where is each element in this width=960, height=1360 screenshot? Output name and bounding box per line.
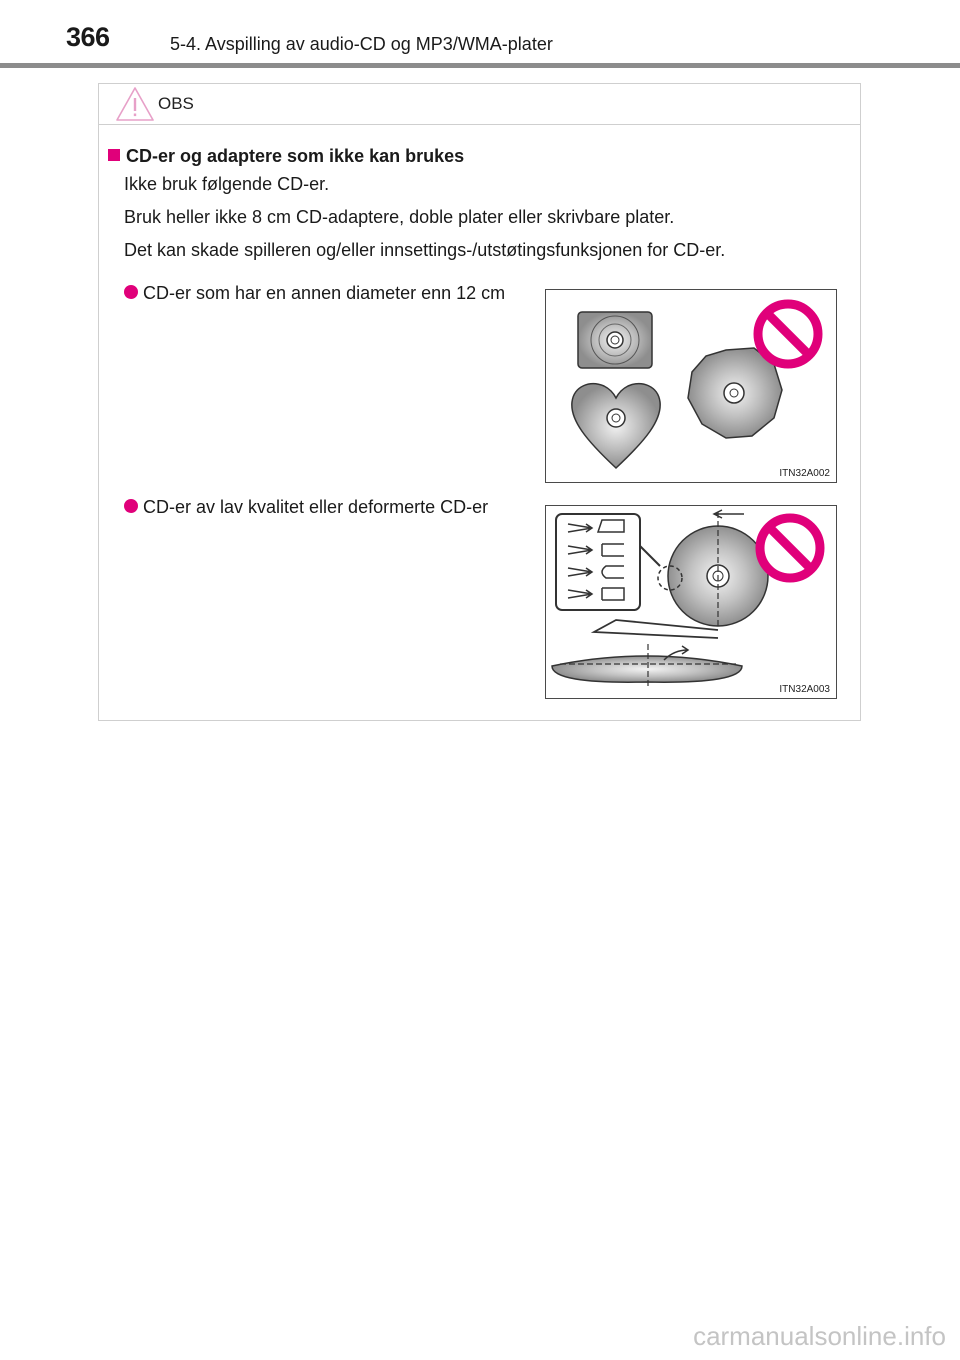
deformed-cds-illustration bbox=[546, 506, 836, 698]
watermark: carmanualsonline.info bbox=[693, 1321, 946, 1351]
figure-code: ITN32A003 bbox=[779, 684, 830, 695]
header-rule bbox=[0, 63, 960, 68]
prohibition-icon bbox=[758, 304, 818, 364]
odd-shaped-cds-illustration bbox=[546, 290, 836, 482]
notice-header bbox=[99, 84, 860, 125]
list-item-text: CD-er som har en annen diameter enn 12 cm bbox=[143, 283, 506, 303]
figure-odd-shaped-cds bbox=[545, 289, 837, 483]
notice-heading bbox=[108, 146, 464, 167]
warped-cd-profile bbox=[552, 620, 742, 688]
square-bullet-icon bbox=[108, 149, 120, 161]
warning-triangle-icon bbox=[115, 86, 155, 122]
page-number: 366 bbox=[66, 22, 110, 52]
list-item bbox=[124, 281, 524, 305]
paragraph-1: Ikke bruk følgende CD-er. bbox=[124, 174, 330, 194]
figure-deformed-cds bbox=[545, 505, 837, 699]
list-item-text: CD-er av lav kvalitet eller deformerte CD-er bbox=[143, 497, 489, 517]
paragraph-3: Det kan skade spilleren og/eller innsettings-/utstøtingsfunksjonen for CD-er. bbox=[124, 240, 726, 260]
notice-heading-text: CD-er og adaptere som ikke kan brukes bbox=[126, 146, 465, 166]
notice-label: OBS bbox=[158, 94, 194, 113]
bullet-dot-icon bbox=[124, 285, 138, 299]
bullet-dot-icon bbox=[124, 499, 138, 513]
card-shaped-cd bbox=[578, 312, 652, 368]
notice-box bbox=[98, 83, 861, 721]
list-item bbox=[124, 495, 524, 519]
paragraph-2: Bruk heller ikke 8 cm CD-adaptere, doble plater eller skrivbare plater. bbox=[124, 207, 675, 227]
prohibition-icon bbox=[760, 518, 820, 578]
edge-profiles-callout bbox=[556, 514, 660, 610]
heart-shaped-cd bbox=[572, 384, 660, 468]
figure-code: ITN32A002 bbox=[779, 468, 830, 479]
cd-disc bbox=[658, 510, 768, 628]
section-title: 5-4. Avspilling av audio-CD og MP3/WMA-plater bbox=[170, 34, 553, 54]
